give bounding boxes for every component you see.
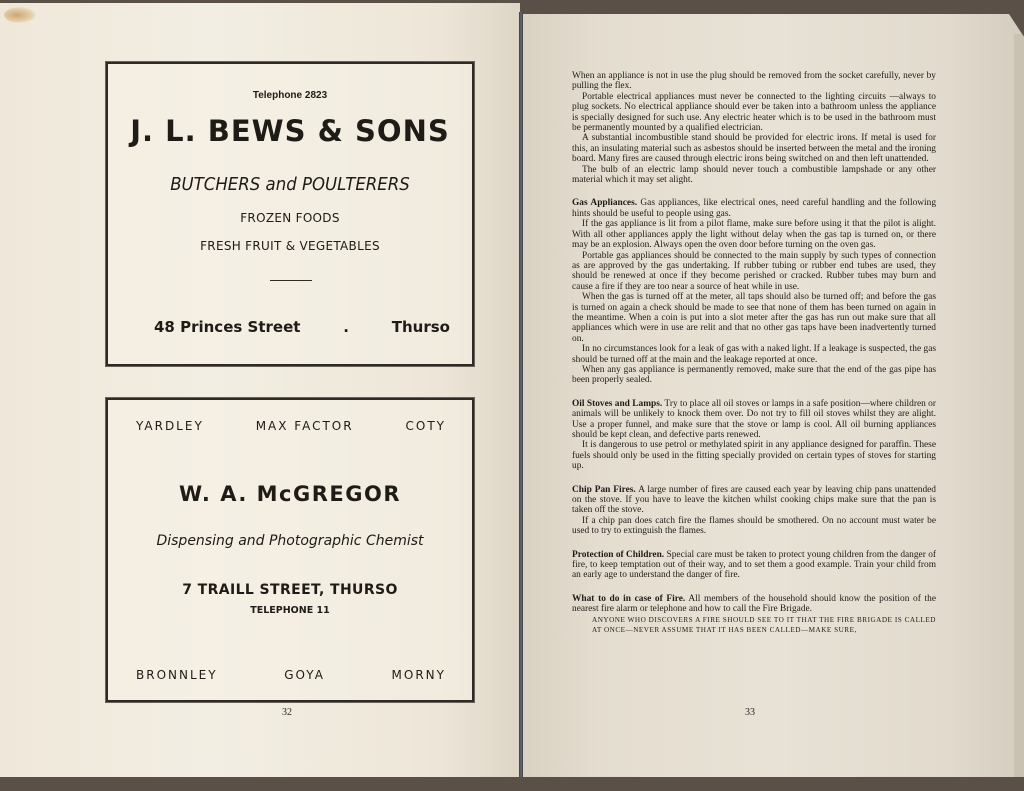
brand-morny: MORNY [391, 668, 446, 682]
ad-telephone: Telephone 2823 [252, 90, 328, 101]
ad-address [154, 318, 450, 336]
ad-trade: Dispensing and Photographic Chemist [156, 533, 424, 549]
page-number-right: 33 [745, 707, 755, 718]
ad-address-separator: . [343, 318, 349, 336]
ad-telephone: TELEPHONE 11 [250, 605, 330, 616]
divider-rule [270, 280, 312, 281]
paragraph: When any gas appliance is permanently removed, make sure that the end of the gas pipe has been properly sealed. [572, 364, 936, 386]
brand-coty: COTY [405, 419, 446, 433]
section-oil-stoves [572, 399, 936, 472]
ad-trade: BUTCHERS and POULTERERS [170, 174, 410, 195]
section-what-to-do-in-case-of-fire [572, 594, 936, 635]
paragraph: Portable gas appliances should be connected to the main supply by such types of connection as are approved by the gas undertaking. If rubber tubing or rubber end tubes are used, they should be renewed at once if they become perished or cracked. Rubber tubes may burn and cause a fire if they are too near a source of heat while in use. [572, 250, 936, 292]
paragraph: The bulb of an electric lamp should never touch a combustible lampshade or any other material which it may set alight. [572, 164, 936, 186]
paper-stain [4, 7, 36, 23]
paragraph: In no circumstances look for a leak of gas with a naked light. If a leakage is suspected, the gas should be turned off at the main and the leakage reported at once. [572, 344, 936, 365]
ad-mcgregor [106, 398, 474, 702]
ad-address: 7 TRAILL STREET, THURSO [182, 582, 398, 598]
ad-bews-and-sons [106, 62, 474, 366]
paragraph: Gas appliances, like electrical ones, need careful handling and the following hints should be useful to people using gas. [572, 198, 937, 219]
brand-row-bottom [136, 668, 446, 682]
caps-warning: ANYONE WHO DISCOVERS A FIRE SHOULD SEE TO IT THAT THE FIRE BRIGADE IS CALLED AT ONCE—NEVER ASSUME THAT IT HAS BEEN CALLED—MAKE SURE, [592, 615, 936, 634]
section-protection-of-children [572, 550, 936, 581]
section-heading: Protection of Children. [572, 549, 665, 560]
page-edge [1014, 34, 1024, 791]
ad-line-fresh-fruit: FRESH FRUIT & VEGETABLES [200, 239, 380, 253]
brand-yardley: YARDLEY [136, 419, 204, 433]
brand-goya: GOYA [284, 668, 325, 682]
section-heading: What to do in case of Fire. [572, 593, 686, 604]
section-chip-pan-fires [572, 485, 936, 537]
paragraph: Special care must be taken to protect young children from the danger of fire, to keep temptation out of their way, and to set them a good example. Train your child from an early age to understand the danger of fire. [572, 549, 937, 581]
ad-business-name: J. L. BEWS & SONS [130, 114, 450, 148]
section-heading: Gas Appliances. [572, 198, 638, 209]
paragraph: When an appliance is not in use the plug should be removed from the socket carefully, never by pulling the flex. [572, 71, 936, 92]
book-spine [519, 12, 523, 777]
ad-line-frozen-foods: FROZEN FOODS [240, 211, 340, 225]
ad-address-street: 48 Princes Street [154, 318, 301, 336]
brand-bronnley: BRONNLEY [136, 668, 218, 682]
brand-max-factor: MAX FACTOR [255, 419, 354, 433]
page-number-left: 32 [282, 707, 292, 718]
paragraph: It is dangerous to use petrol or methylated spirit in any appliance designed for paraffin. These fuels should only be used in the fitting specially provided on certain types of stoves for starting up. [572, 440, 936, 472]
ad-address-town: Thurso [391, 318, 450, 336]
paragraph: When the gas is turned off at the meter, all taps should also be turned off; and before the gas is turned on again a check should be made to see that none of them has been turned on again in the meantime. When a coin is put into a slot meter after the gas has run out make sure that all appliances which were in use are relit and that no other gas taps have been inadvertently turned on. [572, 292, 936, 344]
paragraph: If a chip pan does catch fire the flames should be smothered. On no account must water be used to try to extinguish the flames. [572, 515, 936, 537]
section-heading: Chip Pan Fires. [572, 484, 636, 495]
paragraph: A substantial incombustible stand should be provided for electric irons. If metal is used for this, an insulating material such as asbestos should be inserted between the metal and the ironing board. Many fires are caused through electric irons being switched on and then left unattended. [572, 133, 936, 165]
paragraph: All members of the household should know the position of the nearest fire alarm or telephone and how to call the Fire Brigade. [572, 593, 936, 615]
paragraph: A large number of fires are caused each year by leaving chip pans unattended on the stove. If you have to leave the kitchen whilst cooking chips make sure that the pan is taken off the stove. [572, 484, 936, 516]
section-heading: Oil Stoves and Lamps. [572, 398, 663, 409]
section-gas-appliances [572, 198, 936, 385]
paragraph: If the gas appliance is lit from a pilot flame, make sure before using it that the pilot is alight. With all other appliances apply the light without delay when the gas tap is turned on, or there may be an explosion. Always open the oven door before turning on the oven gas. [572, 219, 936, 251]
paragraph: Try to place all oil stoves or lamps in a safe position—where children or animals will be unlikely to knock them over. Do not try to fill oil stoves whilst they are alight. Use a proper funnel, and make sure that the stove or lamp is cool. All oil burning appliances should be kept clean, and defective parts renewed. [572, 398, 936, 440]
fire-safety-text [572, 71, 936, 635]
ad-business-name: W. A. McGREGOR [178, 482, 402, 506]
brand-row-top [136, 419, 446, 433]
paragraph: Portable electrical appliances must never be connected to the lighting circuits —always to plug sockets. No electrical appliance should ever be taken into a bathroom unless the appliance is specially designed for such use. Any electric heater which is to be used in the bathroom must be permanently mounted by a qualified electrician. [572, 91, 936, 134]
intro-section [572, 71, 936, 185]
